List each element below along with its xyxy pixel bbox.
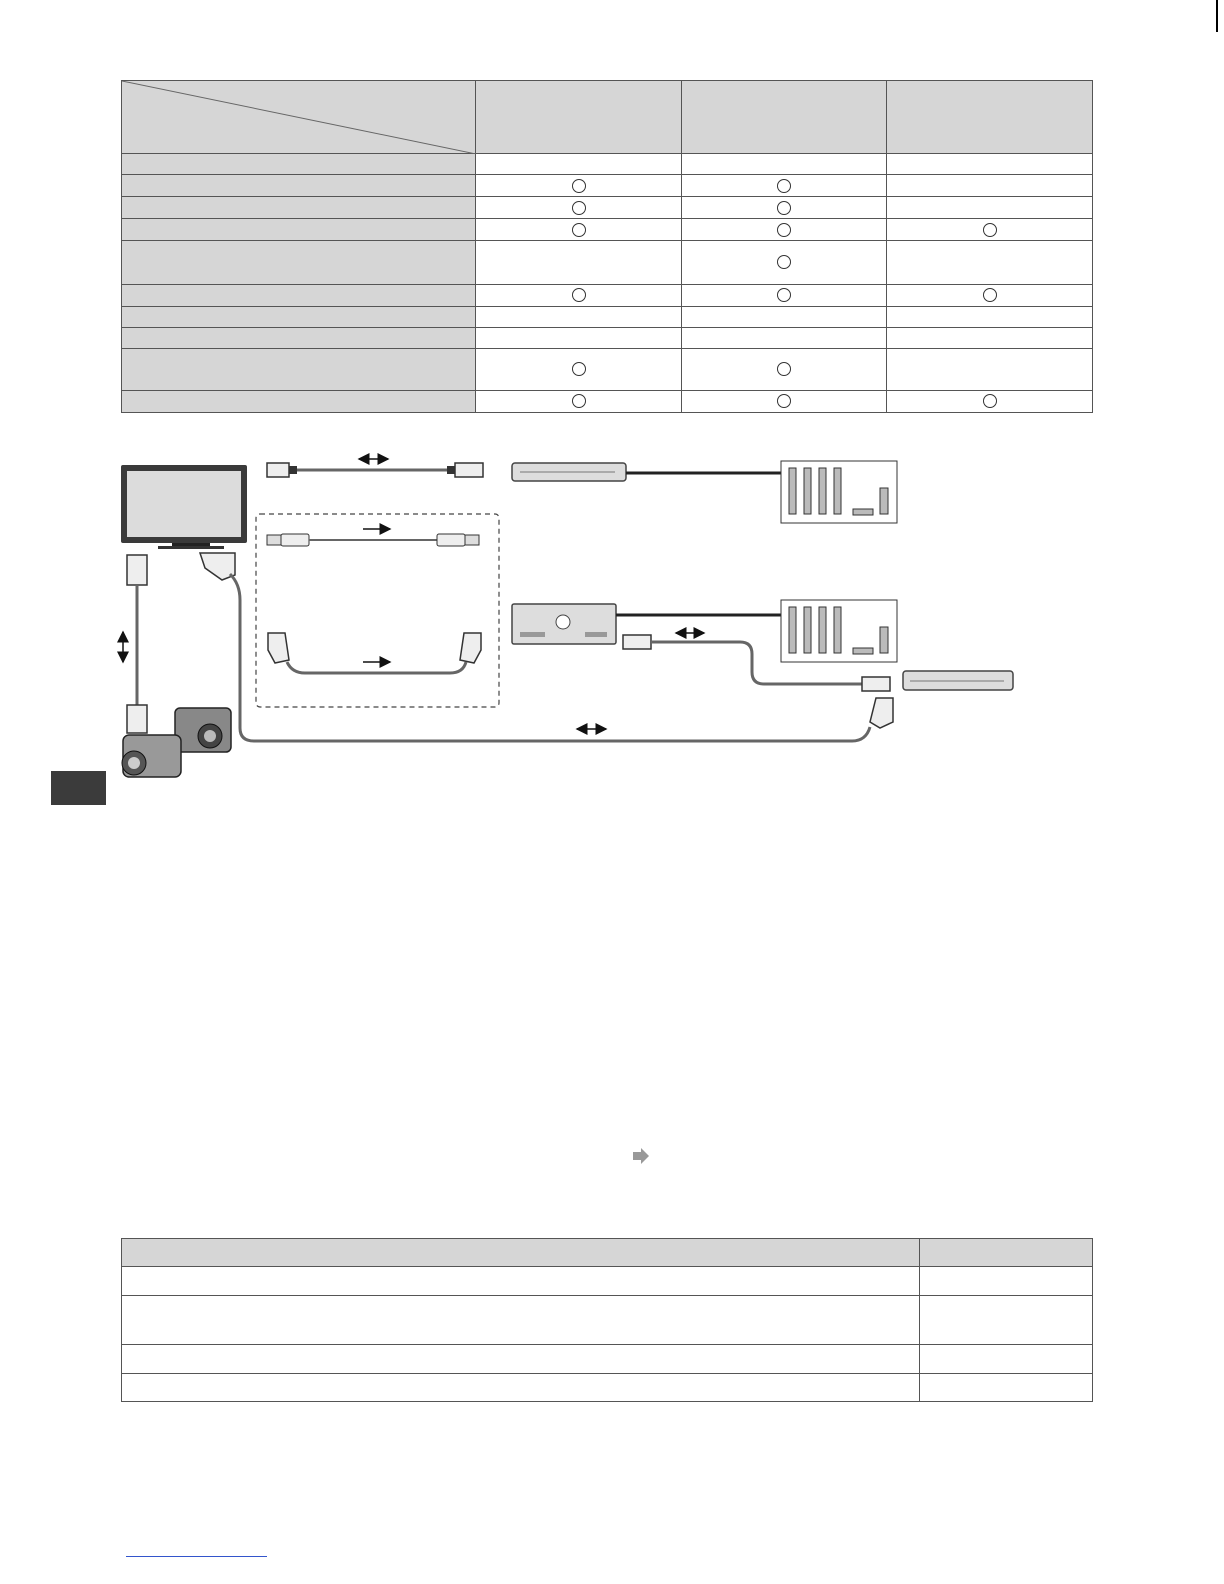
table-row bbox=[122, 1345, 1093, 1374]
table-row bbox=[122, 1267, 1093, 1296]
camcorder-illustration bbox=[122, 735, 181, 777]
hdmi-cable-top bbox=[267, 459, 483, 477]
lower-table-header bbox=[122, 1239, 1093, 1267]
speaker-system-top bbox=[781, 461, 897, 523]
dvd-player-illustration bbox=[512, 463, 781, 481]
table-row bbox=[122, 1374, 1093, 1402]
tv-illustration bbox=[121, 465, 247, 549]
recorder-illustration bbox=[903, 671, 1013, 690]
section-tab bbox=[51, 771, 106, 805]
table-row bbox=[122, 1296, 1093, 1345]
digital-camera-illustration bbox=[175, 708, 231, 752]
hdmi-cable-tv-camera bbox=[123, 555, 147, 733]
scart-cable-inner bbox=[268, 633, 481, 673]
optical-cable bbox=[267, 529, 479, 546]
footer-link-underline[interactable] bbox=[126, 1556, 267, 1557]
lower-table bbox=[121, 1238, 1092, 1402]
arrow-right-icon bbox=[632, 1147, 650, 1165]
lower-header-cell-2 bbox=[920, 1239, 1093, 1267]
lower-header-cell-1 bbox=[122, 1239, 920, 1267]
speaker-system-bottom bbox=[781, 600, 897, 662]
